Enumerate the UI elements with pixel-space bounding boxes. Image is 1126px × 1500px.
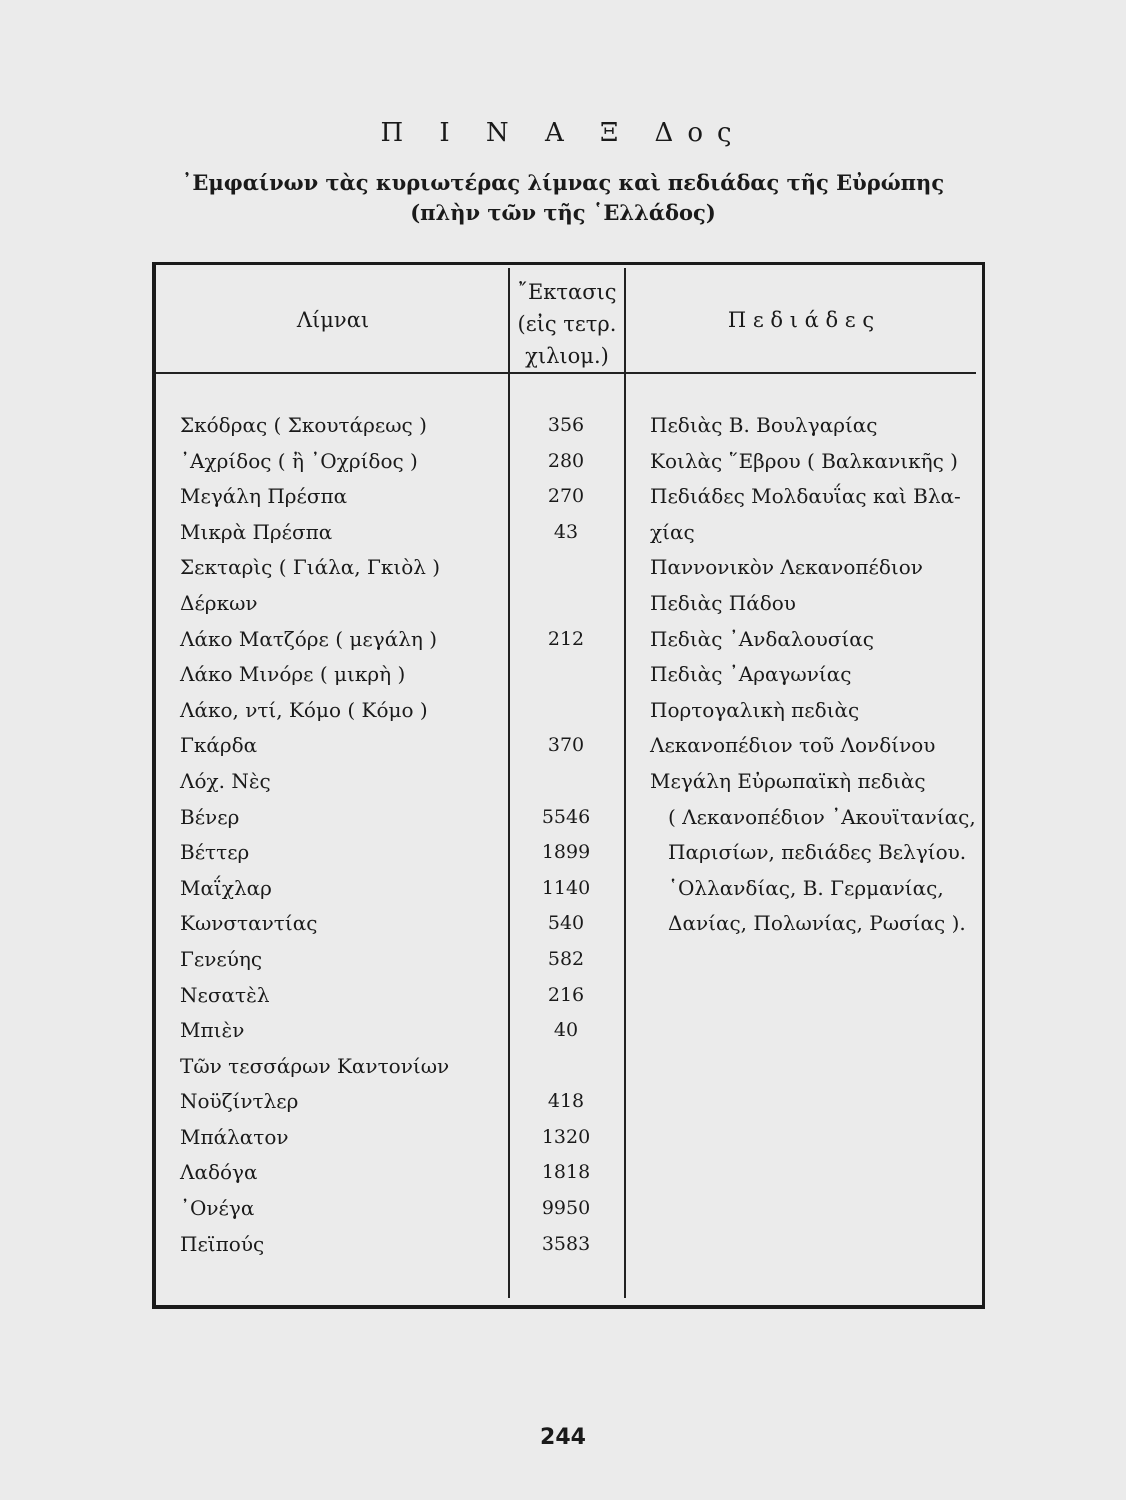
plain-entry: Παννονικὸν Λεκανοπέδιον xyxy=(650,555,923,580)
plain-entry: ( Λεκανοπέδιον ᾿Ακουϊτανίας, xyxy=(668,804,976,829)
lake-area: 1899 xyxy=(541,841,591,864)
lake-area: 582 xyxy=(547,947,585,970)
lake-name: ᾿Ονέγα xyxy=(180,1196,255,1221)
lake-area: 43 xyxy=(553,520,579,543)
plain-entry: Πεδιὰς Β. Βουλγαρίας xyxy=(650,413,878,437)
page-number: 244 xyxy=(540,1425,586,1450)
lake-name: Σκόδρας ( Σκουτάρεως ) xyxy=(180,413,427,437)
lake-name: Λόχ. Νὲς xyxy=(180,768,271,793)
lake-area: 540 xyxy=(547,912,585,935)
lake-area: 418 xyxy=(547,1090,585,1113)
plains-column xyxy=(650,408,976,942)
lake-name: Σεκταρὶς ( Γιάλα, Γκιὸλ ) xyxy=(180,555,441,580)
lake-name: Μικρὰ Πρέσπα xyxy=(180,519,333,544)
lake-area xyxy=(506,586,626,622)
lake-name: Νοϋζίντλερ xyxy=(180,1089,299,1114)
lake-name: Μαΐχλαρ xyxy=(180,875,272,900)
lake-name: Μπιὲν xyxy=(180,1018,245,1043)
lake-name: ᾿Αχρίδος ( ἢ ᾿Οχρίδος ) xyxy=(180,448,418,473)
lake-name: Μπάλατον xyxy=(180,1124,289,1149)
lake-name: Γκάρδα xyxy=(180,733,258,758)
header-area-line2: (εἰς τετρ. xyxy=(517,312,617,336)
lake-name: Τῶν τεσσάρων Καντονίων xyxy=(180,1053,450,1078)
lake-name: Μεγάλη Πρέσπα xyxy=(180,484,348,509)
lake-name: Λάκο Ματζόρε ( μεγάλη ) xyxy=(180,626,438,651)
header-area-line1: ῎Εκτασις xyxy=(517,280,617,304)
lake-area: 212 xyxy=(547,627,585,650)
lakes-column xyxy=(180,408,500,1262)
table-subtitle: ᾿Εμφαίνων τὰς κυριωτέρας λίμνας καὶ πεδιάδας τῆς Εὐρώπης xyxy=(181,170,945,195)
lake-name: Βένερ xyxy=(180,804,240,829)
lake-area: 370 xyxy=(547,734,585,757)
lake-area: 40 xyxy=(553,1019,579,1042)
plain-entry: Πορτογαλικὴ πεδιὰς xyxy=(650,697,860,722)
plain-entry: Παρισίων, πεδιάδες Βελγίου. xyxy=(668,840,967,865)
lake-area xyxy=(506,693,626,729)
lake-area: 5546 xyxy=(541,805,591,828)
plain-entry: Πεδιὰς Πάδου xyxy=(650,590,796,615)
lake-area xyxy=(506,764,626,800)
lake-area: 1320 xyxy=(541,1125,591,1148)
lake-area xyxy=(506,1049,626,1085)
plain-entry: Λεκανοπέδιον τοῦ Λονδίνου xyxy=(650,733,936,758)
header-lakes: Λίμναι xyxy=(296,308,370,332)
lake-area: 356 xyxy=(547,414,585,436)
lake-area: 280 xyxy=(547,449,585,472)
header-area-line3: χιλιομ.) xyxy=(525,344,609,368)
plain-entry: Πεδιάδες Μολδαυΐας καὶ Βλα- xyxy=(650,484,961,509)
plain-entry: ῾Ολλανδίας, Β. Γερμανίας, xyxy=(668,875,944,900)
plain-entry: Κοιλὰς ῞Εβρου ( Βαλκανικῆς ) xyxy=(650,448,958,473)
lake-area: 216 xyxy=(547,983,585,1006)
table-title: Π Ι Ν Α Ξ Δος xyxy=(380,118,746,148)
lake-area xyxy=(506,550,626,586)
lake-name: Δέρκων xyxy=(180,590,258,615)
plain-entry: Πεδιὰς ᾿Αραγωνίας xyxy=(650,662,852,687)
lake-name: Κωνσταντίας xyxy=(180,911,318,936)
lake-name: Λάκο Μινόρε ( μικρὴ ) xyxy=(180,662,406,687)
lake-name: Γενεύης xyxy=(180,946,263,971)
lake-area: 1140 xyxy=(541,876,591,899)
lake-area: 270 xyxy=(547,485,585,508)
lake-area: 1818 xyxy=(541,1161,591,1184)
lake-name: Λάκο, ντί, Κόμο ( Κόμο ) xyxy=(180,697,428,722)
plain-entry: χίας xyxy=(650,519,695,544)
plain-entry: Πεδιὰς ᾿Ανδαλουσίας xyxy=(650,626,874,651)
lake-name: Λαδόγα xyxy=(180,1160,258,1185)
plain-entry: Μεγάλη Εὐρωπαϊκὴ πεδιὰς xyxy=(650,768,926,793)
lake-area xyxy=(506,657,626,693)
lake-name: Νεσατὲλ xyxy=(180,982,270,1007)
header-plains: Π ε δ ι ά δ ε ς xyxy=(727,308,875,332)
header-area xyxy=(510,276,624,372)
lake-area: 9950 xyxy=(541,1197,591,1220)
table-subtitle-note: (πλὴν τῶν τῆς ῾Ελλάδος) xyxy=(410,200,716,225)
lake-area: 3583 xyxy=(541,1232,591,1255)
plain-entry: Δανίας, Πολωνίας, Ρωσίας ). xyxy=(668,911,966,936)
area-column xyxy=(506,408,626,1262)
lake-name: Βέττερ xyxy=(180,840,250,865)
lake-name: Πεϊπούς xyxy=(180,1231,265,1256)
header-divider xyxy=(156,372,976,374)
